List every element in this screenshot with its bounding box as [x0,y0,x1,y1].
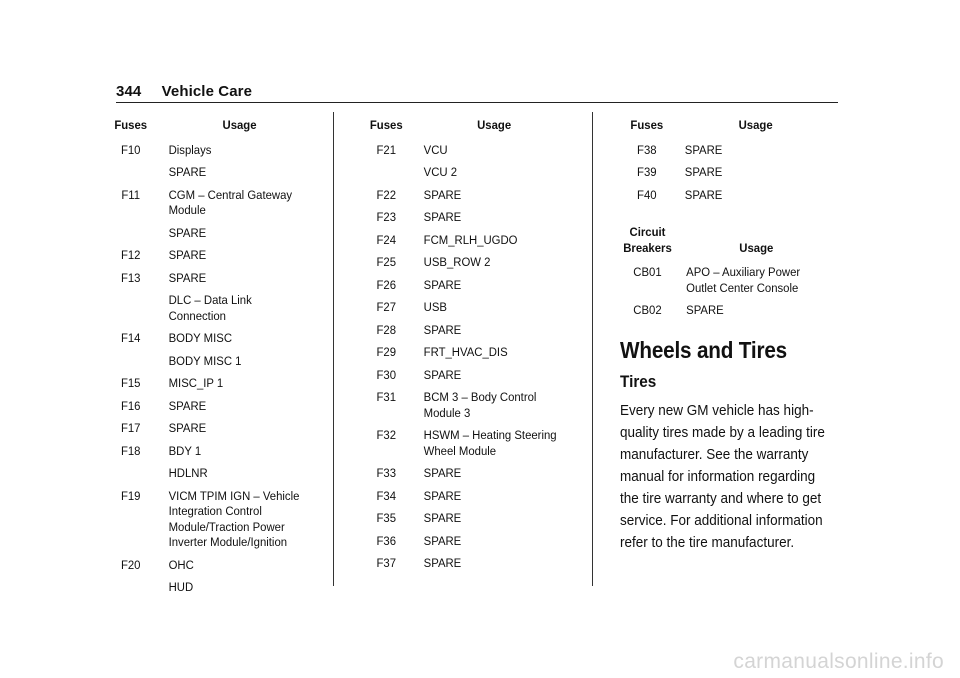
fuse-id: F10 [120,142,141,157]
fuse-id: F16 [120,398,141,413]
fuse-usage: SPARE [168,165,207,179]
fuse-usage: HDLNR [168,466,208,480]
table-row [360,486,565,509]
table-row [360,365,565,388]
fuse-usage: SPARE [423,277,462,292]
fuse-id: F14 [120,331,141,345]
fuse-usage: USB [423,300,447,314]
fuse-column-1 [104,114,326,600]
table-row [360,275,565,298]
table-row [620,300,826,323]
usage-header: Usage [477,118,512,132]
usage-header: Usage [739,240,774,255]
fuse-usage: SPARE [423,556,462,570]
circuit-breaker-table [620,221,826,323]
fuse-usage: SPARE [168,421,207,435]
fuse-table [104,114,310,600]
breaker-usage: SPARE [686,303,724,317]
fuse-id: F22 [376,187,397,202]
fuse-id: F38 [637,142,657,157]
table-row [360,425,565,463]
fuse-id: F35 [376,511,397,525]
fuse-usage: SPARE [423,367,462,382]
fuse-usage: Displays [168,142,212,157]
fuse-id: F20 [120,557,141,572]
page-header [116,82,838,103]
fuse-id: F30 [376,367,397,382]
table-row [360,162,565,185]
table-row [620,162,826,185]
watermark: carmanualsonline.info [733,650,944,673]
table-row [360,297,565,320]
fuse-id: F29 [376,345,397,359]
table-row [360,553,565,576]
fuse-id: F34 [376,488,397,503]
fuse-column-3 [620,114,842,554]
fuse-id: F39 [637,165,657,179]
fuse-id: F23 [376,210,397,224]
table-row [104,351,310,374]
breaker-id: CB02 [633,303,662,317]
fuse-usage: BCM 3 – Body Control Module 3 [423,390,537,420]
table-row [360,252,565,275]
fuses-header: Fuses [114,118,148,132]
fuses-header: Fuses [369,118,403,132]
fuse-usage: MISC_IP 1 [168,376,224,390]
fuse-id: F32 [376,428,397,442]
fuse-id: F24 [376,232,397,247]
fuse-id: F12 [120,248,141,262]
fuse-id: F33 [376,466,397,480]
fuse-usage: SPARE [423,322,462,337]
breaker-id: CB01 [633,265,662,279]
fuse-id: F37 [376,556,397,570]
usage-header: Usage [738,118,773,132]
table-row [360,207,565,230]
usage-header: Usage [222,118,257,132]
fuse-column-2 [360,114,580,576]
table-row [360,230,565,253]
fuse-usage: OHC [168,557,194,572]
fuse-usage: VCU 2 [423,165,458,179]
section-name: Vehicle Care [161,83,253,100]
fuse-id [360,162,413,185]
fuse-usage: BODY MISC [168,331,233,345]
fuse-usage: SPARE [423,187,462,202]
table-row [104,486,310,555]
table-row [104,577,310,600]
fuse-id: F36 [376,533,397,548]
table-row [104,140,310,163]
table-row [620,140,826,163]
fuse-id: F17 [120,421,141,435]
fuse-id: F15 [120,376,141,390]
fuse-usage: SPARE [423,210,462,224]
fuse-id: F11 [121,187,141,202]
table-row [104,418,310,441]
table-row [104,396,310,419]
table-row [104,245,310,268]
fuse-usage: SPARE [423,511,462,525]
fuse-usage: SPARE [423,466,462,480]
fuse-id: F27 [376,300,397,314]
fuse-id [104,162,157,185]
page-number: 344 [116,83,142,100]
wheels-and-tires-heading: Wheels and Tires [620,336,788,363]
breaker-usage: APO – Auxiliary Power Outlet Center Console [686,265,801,295]
fuse-usage: DLC – Data Link Connection [168,293,252,323]
fuse-usage: FRT_HVAC_DIS [423,345,508,359]
table-row [104,373,310,396]
fuse-usage: SPARE [423,533,462,548]
fuse-usage: BODY MISC 1 [168,353,242,368]
fuse-id [104,463,157,486]
table-row [104,268,310,291]
fuse-usage: SPARE [684,187,723,202]
table-row [360,463,565,486]
fuse-usage: SPARE [168,225,207,240]
circuit-breakers-header: Circuit Breakers [623,225,672,255]
fuse-usage: SPARE [423,488,462,503]
fuse-usage: VCU [423,142,448,157]
fuse-id: F40 [637,187,657,202]
table-row [104,223,310,246]
fuse-id [104,223,157,246]
fuse-usage: HSWM – Heating Steering Wheel Module [423,428,557,458]
fuse-id: F31 [376,390,397,404]
table-row [104,441,310,464]
fuse-usage: FCM_RLH_UGDO [423,232,518,247]
fuse-usage: BDY 1 [168,443,202,458]
fuse-usage: VICM TPIM IGN – Vehicle Integration Control Module/Traction Power Inverter Module/Ignition [168,488,300,549]
column-divider [592,112,593,586]
fuse-id: F25 [376,255,397,269]
table-row [104,162,310,185]
column-divider [333,112,334,586]
fuse-id: F28 [376,322,397,337]
fuse-id: F13 [120,270,141,285]
table-row [104,290,310,328]
fuse-id: F26 [376,277,397,292]
table-row [360,320,565,343]
table-row [360,185,565,208]
table-row [360,531,565,554]
table-row [360,342,565,365]
table-row [104,463,310,486]
fuse-id: F21 [376,142,397,157]
fuses-header: Fuses [630,118,664,132]
fuse-id: F19 [120,488,141,503]
table-row [104,555,310,578]
fuse-usage: SPARE [684,165,723,179]
fuse-id: F18 [120,443,141,458]
fuse-usage: USB_ROW 2 [423,255,491,269]
tires-paragraph: Every new GM vehicle has high-quality tires made by a leading tire manufacturer. See the warranty manual for information regarding the tire warranty and where to get service. For additional information refer to the tire manufacturer. [620,401,825,551]
fuse-usage: SPARE [168,248,207,262]
fuse-usage: HUD [168,580,194,594]
fuse-table [360,114,565,576]
table-row [360,387,565,425]
table-row [620,185,826,208]
fuse-usage: SPARE [168,398,207,413]
tires-heading: Tires [620,371,657,391]
fuse-usage: SPARE [684,142,723,157]
fuse-id [104,290,157,328]
fuse-usage: SPARE [168,270,207,285]
fuse-table [620,114,826,207]
table-row [104,185,310,223]
table-row [360,508,565,531]
fuse-usage: CGM – Central Gateway Module [168,187,293,217]
table-row [620,262,826,300]
fuse-id [104,577,157,600]
table-row [360,140,565,163]
fuse-id [104,351,157,374]
table-row [104,328,310,351]
